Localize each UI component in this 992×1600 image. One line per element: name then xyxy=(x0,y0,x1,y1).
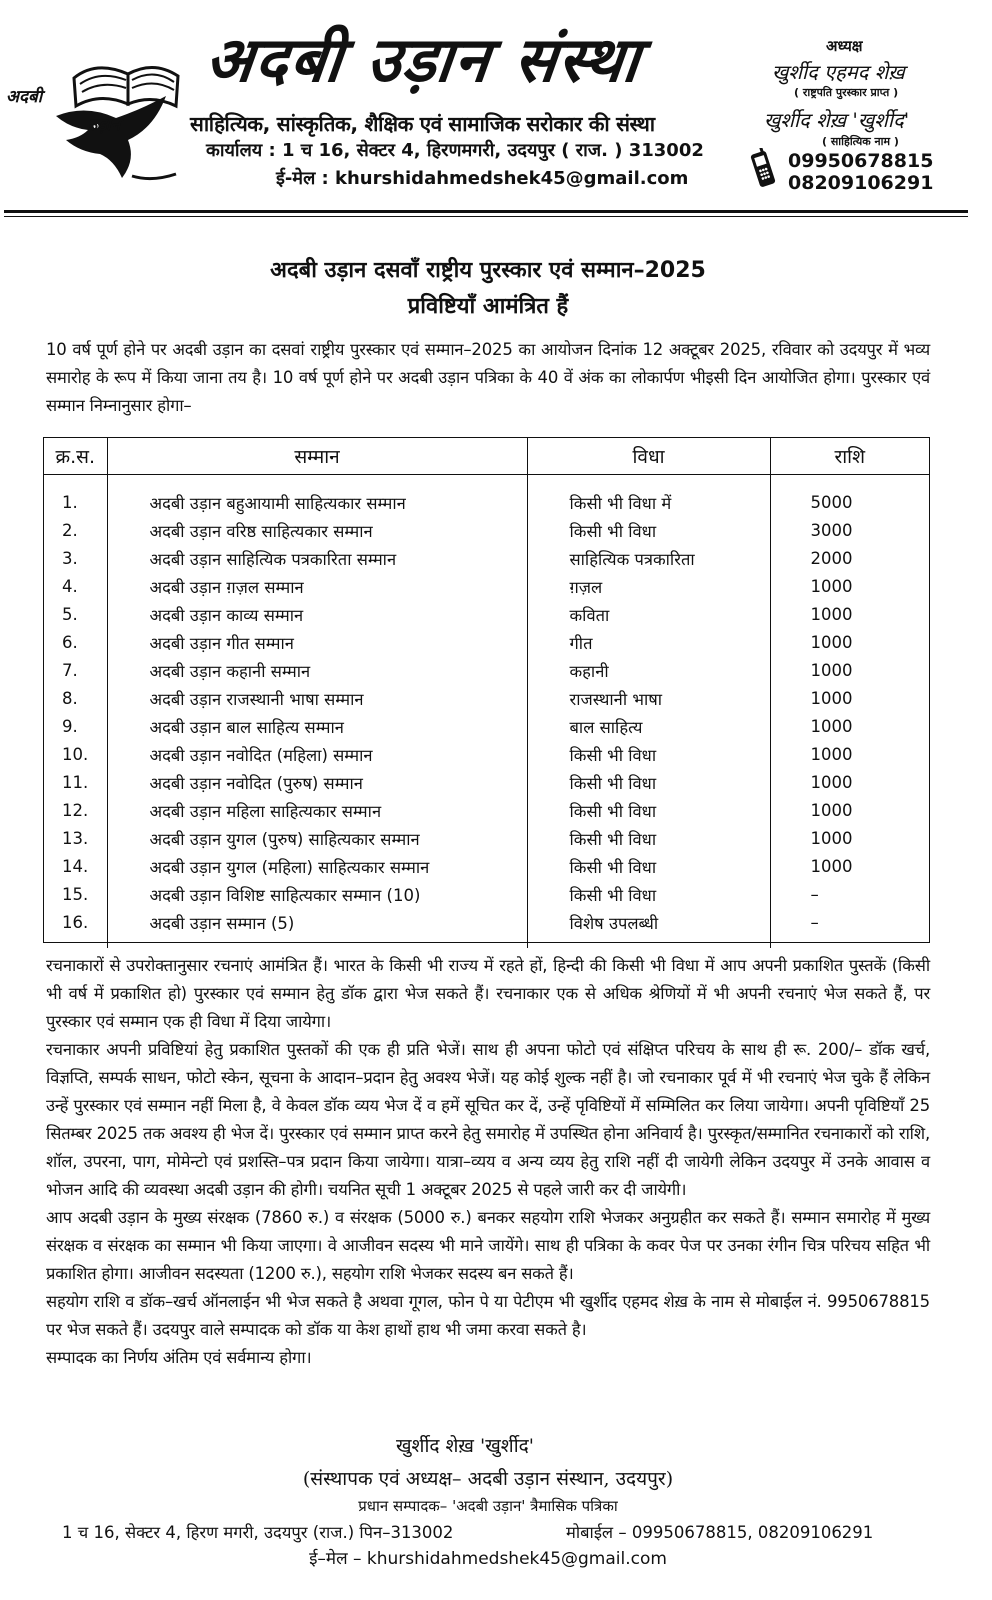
president-title: अध्यक्ष xyxy=(826,37,863,55)
notice-title: अदबी उड़ान दसवाँ राष्ट्रीय पुरस्कार एवं सम्मान–2025 xyxy=(270,258,706,283)
amount-cell: 1000 xyxy=(810,856,853,876)
logo-word-adbi: अदबी xyxy=(6,87,43,107)
award-name-cell: अदबी उड़ान नवोदित (पुरुष) सम्मान xyxy=(107,768,527,796)
table-row xyxy=(44,628,929,656)
genre-cell: कहानी xyxy=(527,656,770,684)
amount-cell: 1000 xyxy=(810,744,853,764)
award-name-cell: अदबी उड़ान सम्मान (5) xyxy=(107,908,527,936)
president-award: ( राष्ट्रपति पुरस्कार प्राप्त ) xyxy=(794,86,899,99)
serial-cell: 6. xyxy=(44,628,107,656)
genre-cell: साहित्यिक पत्रकारिता xyxy=(527,544,770,572)
table-header-row xyxy=(44,438,929,474)
serial-cell: 9. xyxy=(44,712,107,740)
letterhead xyxy=(0,0,992,222)
award-name-cell: अदबी उड़ान वरिष्ठ साहित्यकार सम्मान xyxy=(107,516,527,544)
signature-email[interactable]: ई–मेल – khurshidahmedshek45@gmail.com xyxy=(309,1549,667,1569)
table-row xyxy=(44,824,929,852)
genre-cell: बाल साहित्य xyxy=(527,712,770,740)
table-row xyxy=(44,600,929,628)
table-row xyxy=(44,908,929,936)
amount-cell: – xyxy=(810,912,819,932)
org-tagline: साहित्यिक, सांस्कृतिक, शैक्षिक एवं सामाजिक सरोकार की संस्था xyxy=(190,112,655,136)
genre-cell: किसी भी विधा xyxy=(527,796,770,824)
genre-cell: किसी भी विधा xyxy=(527,768,770,796)
table-row xyxy=(44,740,929,768)
genre-cell: किसी भी विधा xyxy=(527,824,770,852)
serial-cell: 7. xyxy=(44,656,107,684)
genre-cell: किसी भी विधा xyxy=(527,516,770,544)
signature-address: 1 च 16, सेक्टर 4, हिरण मगरी, उदयपुर (राज.) पिन–313002 xyxy=(62,1523,454,1542)
award-table xyxy=(43,437,930,943)
table-row xyxy=(44,656,929,684)
serial-cell: 8. xyxy=(44,684,107,712)
table-row xyxy=(44,684,929,712)
serial-cell: 15. xyxy=(44,880,107,908)
serial-cell: 4. xyxy=(44,572,107,600)
award-name-cell: अदबी उड़ान बहुआयामी साहित्यकार सम्मान xyxy=(107,488,527,516)
amount-cell: 1000 xyxy=(810,716,853,736)
signature-editor: प्रधान सम्पादक– 'अदबी उड़ान' त्रैमासिक पत्रिका xyxy=(358,1497,618,1515)
serial-cell: 1. xyxy=(44,488,107,516)
serial-cell: 10. xyxy=(44,740,107,768)
table-row xyxy=(44,880,929,908)
org-email[interactable]: ई-मेल : khurshidahmedshek45@gmail.com xyxy=(276,168,689,189)
award-name-cell: अदबी उड़ान कहानी सम्मान xyxy=(107,656,527,684)
header-genre: विधा xyxy=(527,438,770,474)
signature-mobile[interactable]: मोबाईल – 09950678815, 08209106291 xyxy=(566,1523,874,1542)
table-row xyxy=(44,768,929,796)
serial-cell: 3. xyxy=(44,544,107,572)
award-name-cell: अदबी उड़ान गीत सम्मान xyxy=(107,628,527,656)
amount-cell: 1000 xyxy=(810,660,853,680)
body-paragraph-2: रचनाकार अपनी प्रविष्टियां हेतु प्रकाशित पुस्तकों की एक ही प्रति भेजें। साथ ही अपना फोटो एवं संक्षिप्त परिचय के साथ ही रू. 200/– डॉक खर्च, विज्ञप्ति, सम्पर्क साधन, फोटो स्केन, सूचना के आदान–प्रदान हेतु अवश्य भेजें। यह कोई शुल्क नहीं है। जो रचनाकार पूर्व में भी रचनाएं भेज चुके हैं लेकिन उन्हें पुरस्कार एवं सम्मान नहीं मिला है, वे केवल डॉक व्यय भेज दें व हमें सूचित कर दें, उन्हें पृविष्टियों में सम्मिलित कर लिया जायेगा। अपनी पृविष्टियाँ 25 सितम्बर 2025 तक अवश्य ही भेज दें। पुरस्कार एवं सम्मान प्राप्त करने हेतु समारोह में उपस्थित होना अनिवार्य है। पुरस्कृत/सम्मानित रचनाकारों को राशि, शॉल, उपरना, पाग, मोमेन्टो एवं प्रशस्ति–पत्र प्रदान किया जायेगा। यात्रा–व्यय व अन्य व्यय हेतु राशि नहीं दी जायेगी लेकिन उदयपुर में उनके आवास व भोजन आदि की व्यवस्था अदबी उड़ान की होगी। चयनित सूची 1 अक्टूबर 2025 से पहले जारी कर दी जायेगी। xyxy=(46,1040,930,1199)
genre-cell: किसी भी विधा में xyxy=(527,488,770,516)
table-row xyxy=(44,712,929,740)
award-name-cell: अदबी उड़ान बाल साहित्य सम्मान xyxy=(107,712,527,740)
serial-cell: 13. xyxy=(44,824,107,852)
body-paragraph-4: सहयोग राशि व डॉक–खर्च ऑनलाईन भी भेज सकते है अथवा गूगल, फोन पे या पेटीएम भी खुर्शीद एहमद शेख़ के नाम से मोबाईल नं. 9950678815 पर भेज सकते हैं। उदयपुर वाले सम्पादक को डॉक या केश हाथों हाथ भी जमा करवा सकते है। xyxy=(46,1292,930,1339)
notice-subtitle: प्रविष्टियाँ आमंत्रित हैं xyxy=(407,294,569,319)
mobile-phone-icon xyxy=(746,148,780,190)
body-paragraph-5: सम्पादक का निर्णय अंतिम एवं सर्वमान्य होगा। xyxy=(46,1348,312,1367)
pen-name-label: ( साहित्यिक नाम ) xyxy=(822,135,899,148)
award-name-cell: अदबी उड़ान नवोदित (महिला) सम्मान xyxy=(107,740,527,768)
serial-cell: 5. xyxy=(44,600,107,628)
amount-cell: 1000 xyxy=(810,604,853,624)
amount-cell: 1000 xyxy=(810,828,853,848)
award-name-cell: अदबी उड़ान युगल (पुरुष) साहित्यकार सम्मान xyxy=(107,824,527,852)
genre-cell: किसी भी विधा xyxy=(527,852,770,880)
serial-cell: 2. xyxy=(44,516,107,544)
serial-cell: 14. xyxy=(44,852,107,880)
genre-cell: किसी भी विधा xyxy=(527,740,770,768)
header-divider-thin xyxy=(4,216,968,217)
table-row xyxy=(44,572,929,600)
amount-cell: 1000 xyxy=(810,800,853,820)
phone-number-2[interactable]: 08209106291 xyxy=(788,172,934,194)
body-paragraph-3: आप अदबी उड़ान के मुख्य संरक्षक (7860 रु.) व संरक्षक (5000 रु.) बनकर सहयोग राशि भेजकर अनुग्रहीत कर सकते हैं। सम्मान समारोह में मुख्य संरक्षक व संरक्षक का सम्मान भी किया जाएगा। वे आजीवन सदस्य भी माने जायेंगे। साथ ही पत्रिका के कवर पेज पर उनका रंगीन चित्र परिचय सहित भी प्रकाशित होगा। आजीवन सदस्यता (1200 रु.), सहयोग राशि भेजकर सदस्य बन सकते हैं। xyxy=(46,1208,930,1283)
header-award: सम्मान xyxy=(107,438,527,474)
serial-cell: 12. xyxy=(44,796,107,824)
genre-cell: किसी भी विधा xyxy=(527,880,770,908)
table-row xyxy=(44,796,929,824)
genre-cell: कविता xyxy=(527,600,770,628)
table-row xyxy=(44,852,929,880)
body-text xyxy=(46,952,930,1372)
genre-cell: गीत xyxy=(527,628,770,656)
table-row xyxy=(44,516,929,544)
amount-cell: 1000 xyxy=(810,688,853,708)
award-name-cell: अदबी उड़ान युगल (महिला) साहित्यकार सम्मान xyxy=(107,852,527,880)
header-serial: क्र.स. xyxy=(44,438,107,474)
amount-cell: 1000 xyxy=(810,632,853,652)
phone-number-1[interactable]: 09950678815 xyxy=(788,150,934,172)
award-name-cell: अदबी उड़ान राजस्थानी भाषा सम्मान xyxy=(107,684,527,712)
intro-paragraph: 10 वर्ष पूर्ण होने पर अदबी उड़ान का दसवां राष्ट्रीय पुरस्कार एवं सम्मान–2025 का आयोजन दिनांक 12 अक्टूबर 2025, रविवार को उदयपुर में भव्य समारोह के रूप में किया जाना तय है। 10 वर्ष पूर्ण होने पर अदबी उड़ान पत्रिका के 40 वें अंक का लोकार्पण भीइसी दिन आयोजित होगा। पुरस्कार एवं सम्मान निम्नानुसार होगा– xyxy=(46,340,930,415)
org-name: अदबी उड़ान संस्था xyxy=(202,23,645,96)
award-name-cell: अदबी उड़ान ग़ज़ल सम्मान xyxy=(107,572,527,600)
award-name-cell: अदबी उड़ान महिला साहित्यकार सम्मान xyxy=(107,796,527,824)
table-row xyxy=(44,488,929,516)
genre-cell: ग़ज़ल xyxy=(527,572,770,600)
president-name: खुर्शीद एहमद शेख़ xyxy=(772,60,905,84)
table-row xyxy=(44,544,929,572)
logo-word-udaan: उड़ान xyxy=(88,115,121,135)
genre-cell: विशेष उपलब्धी xyxy=(527,908,770,936)
amount-cell: 1000 xyxy=(810,576,853,596)
award-name-cell: अदबी उड़ान काव्य सम्मान xyxy=(107,600,527,628)
serial-cell: 16. xyxy=(44,908,107,936)
award-name-cell: अदबी उड़ान साहित्यिक पत्रकारिता सम्मान xyxy=(107,544,527,572)
amount-cell: 1000 xyxy=(810,772,853,792)
president-pen-name: खुर्शीद शेख़ 'खुर्शीद' xyxy=(764,108,910,132)
signature-name: खुर्शीद शेख़ 'खुर्शीद' xyxy=(396,1435,534,1457)
org-address: कार्यालय : 1 च 16, सेक्टर 4, हिरणमगरी, उदयपुर ( राज. ) 313002 xyxy=(206,140,704,161)
body-paragraph-1: रचनाकारों से उपरोक्तानुसार रचनाएं आमंत्रित हैं। भारत के किसी भी राज्य में रहते हों, हिन्दी की किसी भी विधा में आप अपनी प्रकाशित पुस्तकें (किसी भी वर्ष में प्रकाशित हो) पुरस्कार एवं सम्मान हेतु डॉक द्वारा भेज सकते हैं। रचनाकार एक से अधिक श्रेणियों में भी अपनी रचनाएं भेज सकते हैं, पर पुरस्कार एवं सम्मान एक ही विधा में दिया जायेगा। xyxy=(46,956,930,1031)
genre-cell: राजस्थानी भाषा xyxy=(527,684,770,712)
header-divider xyxy=(4,210,968,213)
amount-cell: 3000 xyxy=(810,520,853,540)
amount-cell: – xyxy=(810,884,819,904)
serial-cell: 11. xyxy=(44,768,107,796)
signature-title: (संस्थापक एवं अध्यक्ष– अदबी उड़ान संस्थान, उदयपुर) xyxy=(302,1468,674,1490)
header-amount: राशि xyxy=(770,438,929,474)
award-name-cell: अदबी उड़ान विशिष्ट साहित्यकार सम्मान (10) xyxy=(107,880,527,908)
amount-cell: 5000 xyxy=(810,492,853,512)
amount-cell: 2000 xyxy=(810,548,853,568)
